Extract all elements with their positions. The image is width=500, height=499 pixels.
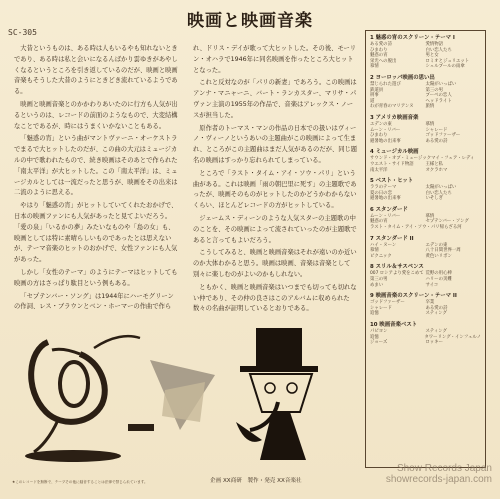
watermark-url: showrecords-japan.com <box>385 474 492 485</box>
track-section <box>370 113 481 144</box>
track-title: ムーン・リバー <box>370 127 401 133</box>
track-title: 鉄道員 <box>370 87 384 93</box>
track-title: ロミオとジュリエット <box>425 58 470 64</box>
track-section <box>370 33 481 70</box>
track-row <box>370 340 481 346</box>
track-title: 道 <box>370 98 375 104</box>
liner-paragraph: 大昔というものは、ある時は人もいるやも知れないときであり、ある時は私と会いになるんばかり雲ゆきがあやしくなるというところを引き返しているのだが、映画と映画音楽もそうした大昔のようにときどき流れているようである。 <box>14 45 178 96</box>
track-title: 慕情 <box>370 64 379 70</box>
liner-paragraph: ともかく、映画と映画音楽はいつまでも切っても切れない仲であり、その仲の良さはこのアルバムに収められた数々の名曲が証明しているとおりである。 <box>193 283 357 313</box>
catalog-number: SC-305 <box>8 28 37 37</box>
track-title: パピヨン <box>370 329 388 334</box>
track-title: ジョーズ <box>370 340 388 346</box>
track-title: 卒業 <box>425 300 435 306</box>
top-hat-man-illustration <box>236 328 318 460</box>
track-title: オクラホマ <box>425 167 448 173</box>
track-section-title: 1 魅惑の宵のスクリーン・テーマ I <box>370 35 455 41</box>
track-section <box>370 291 481 317</box>
track-title: 帰らざる河 <box>439 225 462 231</box>
track-title: 007 ロシアより愛をこめて <box>370 271 424 277</box>
track-title: 白い恋人たち <box>425 47 452 53</box>
liner-paragraph: こうしてみると、映画と映画音楽はそれが遠いのか近いのか大体わかると思う。映画は映画、音楽は音楽として別々に楽しむのがよいのかもしれない。 <box>193 249 357 278</box>
track-title: ある愛の詩 <box>425 305 448 311</box>
track-title: ムーン・リバー <box>370 213 401 219</box>
track-title: サウンド・オブ・ミュージック <box>370 156 432 162</box>
track-title: ロッキー <box>425 340 443 346</box>
track-title: ある愛の詩 <box>425 138 448 144</box>
liner-paragraph: しかし「女性のテーマ」のようにテーマはヒットしても映画の方はさっぱり駄目という例もある。 <box>14 268 178 287</box>
track-row <box>370 168 481 174</box>
track-section <box>370 147 481 173</box>
track-row <box>370 225 481 231</box>
track-title: 第三の男 <box>370 277 388 283</box>
track-title: シャレード <box>425 127 448 133</box>
production-credit: 企画 XX商研 製作・発売 XX音楽社 <box>210 478 302 484</box>
track-title: ヘッドライト <box>425 98 452 104</box>
track-title: ひまわり <box>370 47 388 53</box>
liner-paragraph: 「セプテンバー・ソング」は1944年にハーモグリーンの作詞、レス・ブラウンとベン・ホーマーの作曲で作られ、ドリス・デイが歌って大ヒットした。その後、モーリン・オハラで1946年に同名映画を作ったところ大ヒットとなった。 <box>14 45 357 311</box>
track-title: マイ・フェア・レディ <box>431 156 475 162</box>
track-section-title: 2 ヨーロッパ映画の思い出 <box>370 74 435 81</box>
track-section-title: 6 スタンダード <box>370 206 408 213</box>
track-title: 南太平洋 <box>370 167 388 173</box>
liner-paragraph: 映画と映画音楽とのかかわりあいたのに行方も人気が出るというのは、レコードの前面のようなもので、大変結構なことであるが、時にはうまくいかないこともある。 <box>14 100 178 130</box>
page-title: 映画と映画音楽 <box>187 11 313 31</box>
track-title: スティング <box>425 311 447 317</box>
track-title: ある愛の詩 <box>370 42 392 47</box>
track-title: 追憶 <box>370 334 379 340</box>
horn-illustration <box>31 336 140 452</box>
track-title: 太陽がいっぱい <box>425 81 457 87</box>
liner-paragraph: ところで「ラスト・タイム・アイ・ソウ・パリ」という曲がある。これは映画「雨の朝巴里に死す」の主題歌であったが、映画そのものがヒットしたのかどうかわからないくらい、ほとんどレコードの方がヒットしている。 <box>193 169 357 210</box>
track-row <box>370 283 481 289</box>
track-title: 避暑地の出来事 <box>370 196 401 202</box>
track-title: 魅惑の宵 <box>370 219 388 225</box>
track-section <box>370 176 481 202</box>
track-title: 栄光への脱出 <box>370 58 397 64</box>
track-title: ウエスト・サイド物語 <box>370 161 414 167</box>
track-row <box>370 311 481 317</box>
track-title: ハリーの災難 <box>425 277 452 283</box>
track-title: 太陽がいっぱい <box>425 185 457 191</box>
track-title: 荒野の用心棒 <box>425 271 452 277</box>
track-title: 慕情 <box>370 248 379 254</box>
track-title: 魅惑の宵 <box>370 53 388 59</box>
watermark-name: Show Records Japan <box>396 463 492 474</box>
track-section-title: 10 映画音楽ベスト <box>370 322 418 328</box>
track-row <box>370 64 481 70</box>
track-title: ピクニック <box>370 253 392 259</box>
liner-paragraph: これと反対なのが「パリの新妻」であろう。この映画はアンナ・マニャーニ、バート・ランカスター、マリサ・パヴァン主演の1955年の作品で、音楽はアレックス・ノースが担当した。 <box>193 79 357 119</box>
track-title: わが青春のマリアンヌ <box>370 104 414 110</box>
track-title: 白い恋人たち <box>425 190 452 196</box>
track-title: シェルブールの雨傘 <box>425 64 465 70</box>
track-row <box>370 196 481 202</box>
track-title: 慕情 <box>425 121 435 127</box>
track-title: めまい <box>370 282 384 288</box>
track-title: タワーリング・インフェルノ <box>424 334 481 340</box>
track-title: 旅情 <box>425 104 435 110</box>
track-section <box>370 234 481 260</box>
track-title: 愛情物語 <box>425 42 444 47</box>
horn-shadow <box>25 450 121 462</box>
track-title: 慕情 <box>425 213 435 219</box>
track-section-title: 4 ミュージカル映画 <box>370 149 419 156</box>
track-title: エデンの東 <box>370 121 392 127</box>
track-title: ゴッドファーザー <box>370 300 405 306</box>
track-title: 男と女 <box>425 53 439 59</box>
track-title: ラスト・タイム・アイ・ソウ・パリ <box>370 225 440 231</box>
copyright-note: ★このレコードを無断で、テープその他に録音することは法律で禁じられています。 <box>12 480 148 484</box>
track-section <box>370 205 481 231</box>
track-title: ゴッドファーザー <box>425 133 461 139</box>
track-title: シャレード <box>370 305 392 311</box>
track-title: 追憶 <box>370 311 379 317</box>
film-strip-shapes <box>128 360 215 431</box>
track-title: 黄色いリボン <box>425 253 452 259</box>
liner-paragraph: やはり「魅惑の宵」がヒットしていてくれたおかげで、日本の映画ファンにも人気があったと見てよいだろう。「愛の泉」「いるかの夢」みたいなものや「島の女」も、映画としては特に素晴らしいものであったとは思えないが、テーマ音楽のヒットのおかげで、女性ファンにも人気があった。 <box>14 202 178 264</box>
track-title: 第三の男 <box>425 87 444 93</box>
track-section-title: 5 ベスト・ヒット <box>370 178 414 185</box>
track-row <box>370 254 481 260</box>
illustration <box>0 320 365 470</box>
track-title: エデンの東 <box>425 242 448 248</box>
liner-notes <box>14 44 358 322</box>
track-title: ブーベの恋人 <box>425 93 452 99</box>
track-row <box>370 139 481 145</box>
track-title: ひまわり <box>370 133 388 139</box>
track-title: サイコ <box>425 282 439 288</box>
track-section-title: 7 スタンダード II <box>370 235 414 242</box>
track-title: スティング <box>425 329 447 334</box>
liner-paragraph: 「魅惑の宵」という曲がマントヴァーニ・オーケストラでまるで大ヒットしたのだが、この曲の大元はミュージカルの中で歌われたもので、続き映画はそのあとで作られた「南太平洋」が大ヒットした。この「南太平洋」は、ミュージカルとしては一流だったと思うが、映画をその出来は二流のように思える。 <box>14 135 178 197</box>
track-title: ララのテーマ <box>370 185 397 191</box>
track-title: いそしぎ <box>425 196 444 202</box>
track-section-title: 3 アメリカ映画音楽 <box>370 114 419 121</box>
liner-paragraph: 原作者のトーマス・マンの作品の日本での扱いはヴィーノ・ヴィーノというあいの主題曲がこの映画によって生まれ、ところがこの主題曲はまだ人気があるのだが、同じ題名の映画はすっかり忘れられてしまっている。 <box>193 124 358 164</box>
track-section <box>370 73 481 110</box>
track-section-title: 8 スリル＆サスペンス <box>370 264 424 271</box>
track-title: ハイ・ヌーン <box>370 242 397 248</box>
track-title: 夏の日の恋 <box>370 190 392 196</box>
track-title: 禁じられた遊び <box>370 81 401 87</box>
track-title: 避暑地の出来事 <box>370 138 401 144</box>
track-title: 八十日間世界一周 <box>425 248 461 254</box>
track-title: 王様と私 <box>425 161 444 167</box>
liner-paragraph: ジェームス・ディーンのような人気スターの主題歌の中のことを、その映画によって流されていったのが主題歌であると言ってもよいだろう。 <box>193 214 357 244</box>
track-title: セプテンバー・ソング <box>425 219 469 225</box>
track-list-panel <box>365 30 486 468</box>
track-section <box>370 320 481 346</box>
track-section <box>370 262 481 288</box>
track-title: 刑事 <box>370 93 379 99</box>
track-row <box>370 104 481 110</box>
watermark <box>386 463 492 485</box>
track-section-title: 9 映画音楽のスクリーン・テーマ II <box>370 293 457 300</box>
